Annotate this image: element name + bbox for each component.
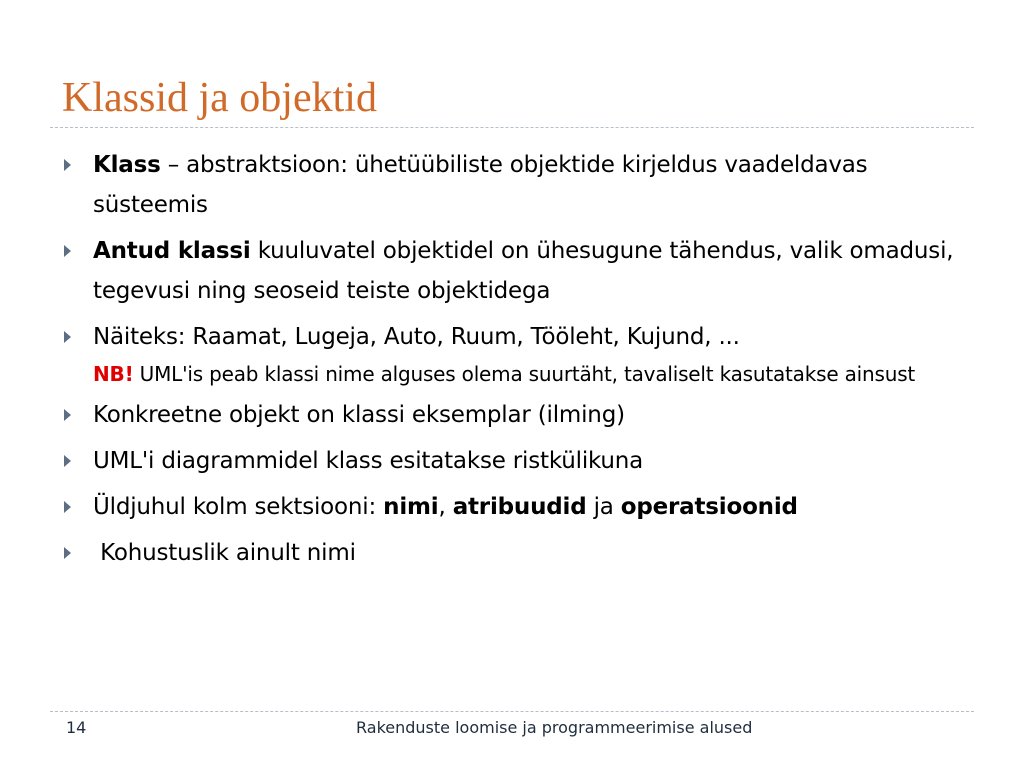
bullet-text: Üldjuhul kolm sektsiooni: [93, 494, 384, 520]
bullet-text: Konkreetne objekt on klassi eksemplar (ilming) [93, 402, 625, 428]
term-antud-klassi: Antud klassi [93, 238, 251, 264]
bullet-item-antud-klassi [60, 231, 980, 311]
bullet-item-naiteks [60, 317, 980, 389]
bullet-arrow-icon [64, 455, 71, 467]
bullet-item-kohustuslik [60, 533, 980, 573]
separator: , [438, 494, 453, 520]
bullet-item-konkreetne-objekt [60, 395, 980, 435]
bullet-text: kuuluvatel objektidel on ühesugune tähendus, valik omadusi, tegevusi ning seoseid teiste objektidega [93, 238, 954, 304]
term-nimi: nimi [383, 494, 439, 520]
bullet-arrow-icon [64, 245, 71, 257]
bullet-list [60, 145, 980, 573]
term-atribuudid: atribuudid [452, 494, 587, 520]
bullet-text: – abstraktsioon: ühetüübiliste objektide kirjeldus vaadeldavas süsteemis [93, 152, 868, 218]
bullet-arrow-icon [64, 331, 71, 343]
footer-divider [50, 711, 974, 712]
bullet-item-sektsioonid [60, 487, 980, 527]
bullet-text: Näiteks: Raamat, Lugeja, Auto, Ruum, Tööleht, Kujund, ... [93, 324, 740, 350]
nb-note [93, 359, 980, 389]
title-divider [50, 127, 974, 128]
bullet-text: UML'i diagrammidel klass esitatakse ristkülikuna [93, 448, 644, 474]
bullet-arrow-icon [64, 409, 71, 421]
term-klass: Klass [93, 152, 161, 178]
footer-course-title: Rakenduste loomise ja programmeerimise alused [356, 718, 753, 737]
nb-note-text: UML'is peab klassi nime alguses olema suurtäht, tavaliselt kasutatakse ainsust [133, 362, 916, 386]
bullet-text: Kohustuslik ainult nimi [93, 540, 356, 566]
separator: ja [586, 494, 621, 520]
slide-title: Klassid ja objektid [62, 75, 377, 121]
bullet-item-uml-diagrammid [60, 441, 980, 481]
bullet-item-klass [60, 145, 980, 225]
page-number: 14 [66, 718, 87, 737]
term-operatsioonid: operatsioonid [620, 494, 798, 520]
bullet-arrow-icon [64, 547, 71, 559]
bullet-arrow-icon [64, 501, 71, 513]
bullet-arrow-icon [64, 159, 71, 171]
nb-label: NB! [93, 362, 134, 386]
